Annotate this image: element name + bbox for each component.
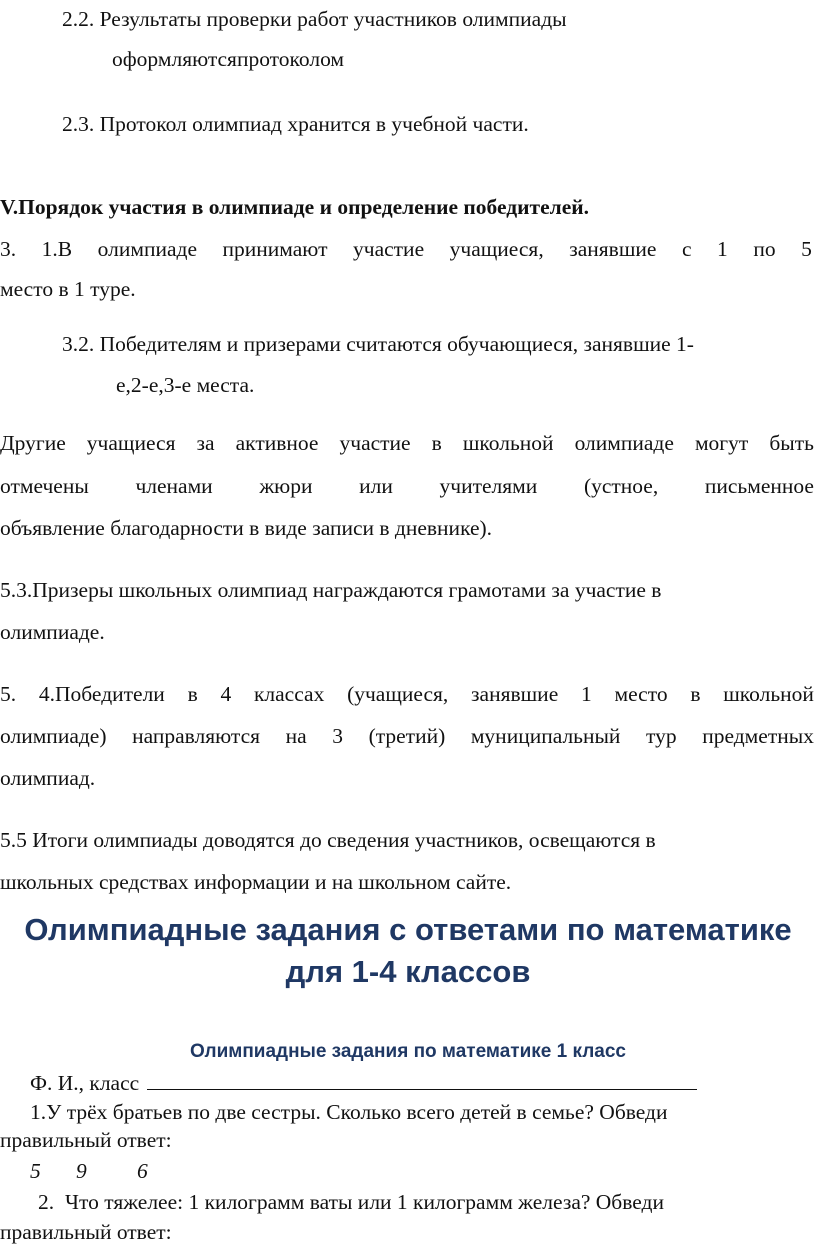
section-5-heading: V.Порядок участия в олимпиаде и определение победителей. xyxy=(0,195,590,219)
paragraph-5-5-line1: 5.5 Итоги олимпиады доводятся до сведения участников, освещаются в xyxy=(0,828,656,852)
word: олимпиаде xyxy=(97,237,197,261)
word: в xyxy=(690,682,701,706)
word: 1 xyxy=(580,682,592,706)
word: в xyxy=(187,682,198,706)
word: 1 xyxy=(717,237,728,261)
paragraph-5-4-line3: олимпиад. xyxy=(0,766,96,790)
word: направляются xyxy=(132,724,261,748)
paragraph-5-5-line2: школьных средствах информации и на школьном сайте. xyxy=(0,870,512,894)
word: учащиеся, xyxy=(449,237,544,261)
word: учителями xyxy=(439,474,538,498)
word: олимпиаде xyxy=(574,431,674,455)
main-title-line1: Олимпиадные задания с ответами по математике xyxy=(24,912,792,947)
word: школьной xyxy=(723,682,814,706)
word: 3. xyxy=(0,237,17,261)
section-2-2-line2: оформляютсяпротоколом xyxy=(112,47,345,71)
word: муниципальный xyxy=(470,724,621,748)
paragraph-3-1-line2: место в 1 туре. xyxy=(0,277,136,301)
paragraph-3-2-line2: е,2-е,3-е места. xyxy=(116,373,255,397)
word: 5 xyxy=(801,237,812,261)
word: на xyxy=(285,724,307,748)
word: или xyxy=(359,474,393,498)
paragraph-other-line3: объявление благодарности в виде записи в дневнике). xyxy=(0,516,493,540)
word: школьной xyxy=(462,431,554,455)
word: могут xyxy=(694,431,749,455)
paragraph-other-line2 xyxy=(0,473,814,499)
paragraph-3-2-line1: 3.2. Победителям и призерами считаются обучающиеся, занявшие 1- xyxy=(62,332,694,356)
question-1-line1: 1.У трёх братьев по две сестры. Сколько всего детей в семье? Обведи xyxy=(30,1100,668,1124)
question-1-option-3[interactable]: 6 xyxy=(137,1159,148,1183)
word: 3 xyxy=(332,724,343,748)
word: быть xyxy=(769,431,814,455)
word: учащиеся xyxy=(86,431,176,455)
word: олимпиаде) xyxy=(0,724,107,748)
section-2-3: 2.3. Протокол олимпиад хранится в учебной части. xyxy=(62,112,529,136)
word: 1.В xyxy=(41,237,73,261)
word: участие xyxy=(353,237,425,261)
word: принимают xyxy=(222,237,328,261)
word: занявшие xyxy=(569,237,657,261)
word: по xyxy=(753,237,776,261)
word: жюри xyxy=(259,474,313,498)
question-2-number: 2. xyxy=(38,1190,55,1214)
paragraph-5-4-line2 xyxy=(0,723,814,749)
word: (устное, xyxy=(583,474,659,498)
word: 5. xyxy=(0,682,17,706)
word: Другие xyxy=(0,431,66,455)
word: письменное xyxy=(704,474,814,498)
word: (учащиеся, xyxy=(347,682,449,706)
word: с xyxy=(681,237,692,261)
word: отмечены xyxy=(0,474,89,498)
word: предметных xyxy=(702,724,814,748)
section-2-2-line1: 2.2. Результаты проверки работ участников олимпиады xyxy=(62,7,567,31)
paragraph-other-line1 xyxy=(0,430,814,456)
paragraph-3-1-line1 xyxy=(0,236,812,262)
word: в xyxy=(431,431,442,455)
word: 4 xyxy=(220,682,232,706)
name-class-blank-line[interactable] xyxy=(147,1069,697,1090)
main-title-line2: для 1-4 классов xyxy=(285,954,531,989)
question-2-line2: правильный ответ: xyxy=(0,1220,172,1244)
paragraph-5-3-line1: 5.3.Призеры школьных олимпиад награждаются грамотами за участие в xyxy=(0,578,662,602)
worksheet-subtitle: Олимпиадные задания по математике 1 класс xyxy=(190,1041,626,1062)
question-1-option-1[interactable]: 5 xyxy=(30,1159,41,1183)
name-class-label: Ф. И., класс xyxy=(30,1071,140,1095)
word: 4.Победители xyxy=(38,682,165,706)
word: занявшие xyxy=(471,682,559,706)
paragraph-5-3-line2: олимпиаде. xyxy=(0,620,105,644)
word: классах xyxy=(253,682,325,706)
paragraph-5-4-line1 xyxy=(0,681,814,707)
word: участие xyxy=(339,431,411,455)
question-1-option-2[interactable]: 9 xyxy=(76,1159,87,1183)
word: активное xyxy=(235,431,319,455)
word: место xyxy=(614,682,668,706)
word: за xyxy=(196,431,215,455)
word: тур xyxy=(646,724,677,748)
question-1-line2: правильный ответ: xyxy=(0,1128,172,1152)
word: (третий) xyxy=(368,724,446,748)
name-class-field xyxy=(30,1069,697,1096)
question-2-line1: Что тяжелее: 1 килограмм ваты или 1 килограмм железа? Обведи xyxy=(65,1190,664,1214)
word: членами xyxy=(135,474,213,498)
